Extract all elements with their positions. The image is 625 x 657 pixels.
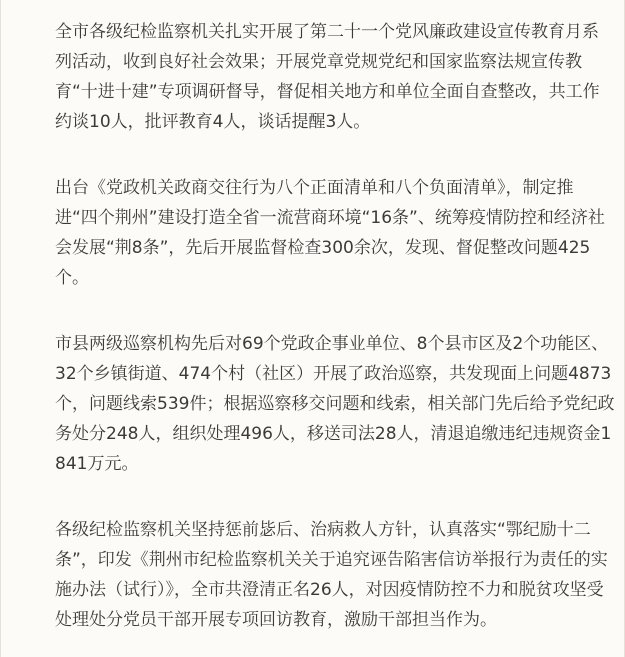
paragraph-business-environment: 出台《党政机关政商交往行为八个正面清单和八个负面清单》，制定推进“四个荆州”建设打造全省一流营商环境“16条”、统筹疫情防控和经济社会发展“荆8条”，先后开展监督检查300余次，发现、督促整改问题425个。 — [55, 178, 605, 288]
paragraph-cadre-incentives: 各级纪检监察机关坚持惩前毖后、治病救人方针，认真落实“鄂纪励十二条”，印发《荆州市纪检监察机关关于追究诬告陷害信访举报行为责任的实施办法（试行）》，全市共澄清正名26人，对因疫情防控不力和脱贫攻坚受处理处分党员干部开展专项回访教育，激励干部担当作为。 — [55, 520, 608, 630]
paragraph-propaganda-month: 全市各级纪检监察机关扎实开展了第二十一个党风廉政建设宣传教育月系列活动，收到良好社会效果；开展党章党规党纪和国家监察法规宣传教育“十进十建”专项调研督导，督促相关地方和单位全面自查整改，共工作约谈10人，批评教育4人，谈话提醒3人。 — [55, 22, 600, 132]
article-body — [55, 17, 615, 635]
paragraph-inspection-results: 市县两级巡察机构先后对69个党政企事业单位、8个县市区及2个功能区、32个乡镇街道、474个村（社区）开展了政治巡察，共发现面上问题4873个，问题线索539件；根据巡察移交问题和线索，相关部门先后给予党纪政务处分248人，组织处理496人，移送司法28人，清退追缴违纪违规资金1841万元。 — [55, 334, 615, 474]
